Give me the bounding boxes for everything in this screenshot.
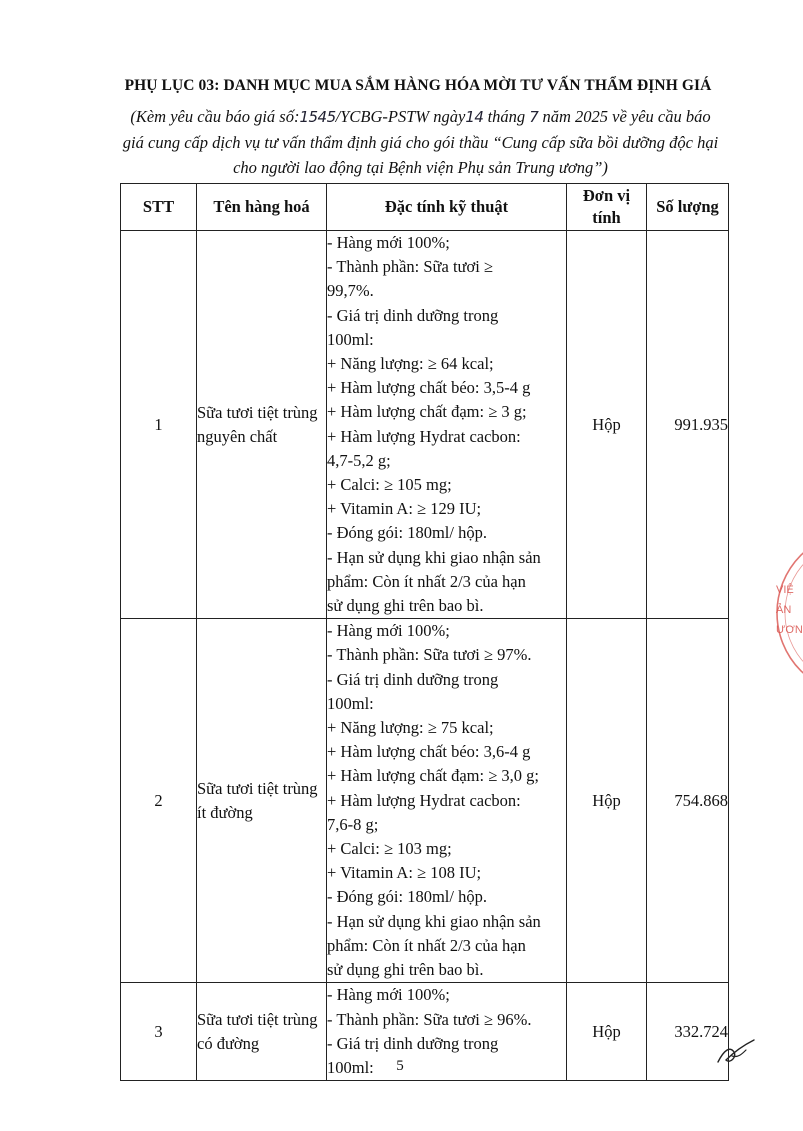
spec-line: - Đóng gói: 180ml/ hộp. <box>327 887 487 907</box>
table-row <box>121 619 729 983</box>
spec-line: + Hàm lượng chất béo: 3,6-4 g <box>327 742 531 762</box>
spec-line: 100ml: <box>327 1057 374 1077</box>
stamp-text-fragment: ƯƠN <box>776 624 803 636</box>
header-name: Tên hàng hoá <box>197 184 327 231</box>
stamp-text-fragment: ẢN <box>776 604 792 616</box>
cell-name: Sữa tươi tiệt trùng nguyên chất <box>197 231 327 619</box>
spec-line: + Năng lượng: ≥ 64 kcal; <box>327 354 494 374</box>
spec-line: + Calci: ≥ 103 mg; <box>327 839 452 859</box>
spec-line: sử dụng ghi trên bao bì. <box>327 596 484 616</box>
spec-line: phẩm: Còn ít nhất 2/3 của hạn <box>327 935 526 955</box>
spec-line: phẩm: Còn ít nhất 2/3 của hạn <box>327 571 526 591</box>
cell-qty: 754.868 <box>647 619 729 983</box>
header-spec: Đặc tính kỹ thuật <box>327 184 567 231</box>
subtitle-part-4: năm 2025 về yêu cầu báo giá cung cấp dịch vụ tư vấn thẩm định giá cho gói thầu “Cung cấp sữa bồi dưỡng độc hại cho người lao động tại Bệnh viện Phụ sản Trung ương”) <box>122 107 719 177</box>
cell-stt: 2 <box>121 619 197 983</box>
spec-line: 100ml: <box>327 329 374 349</box>
spec-line: + Hàm lượng Hydrat cacbon: <box>327 426 521 446</box>
spec-line: 99,7%. <box>327 281 374 301</box>
spec-line: sử dụng ghi trên bao bì. <box>327 960 484 980</box>
stamp-text-fragment: VIỆ <box>776 584 794 596</box>
spec-line: - Hàng mới 100%; <box>327 985 450 1005</box>
spec-line: + Hàm lượng chất đạm: ≥ 3 g; <box>327 402 527 422</box>
spec-line: + Năng lượng: ≥ 75 kcal; <box>327 718 494 738</box>
spec-line: - Hàng mới 100%; <box>327 233 450 252</box>
cell-name: Sữa tươi tiệt trùng ít đường <box>197 619 327 983</box>
cell-spec <box>327 619 567 983</box>
table-header-row <box>121 184 729 231</box>
cell-spec <box>327 231 567 619</box>
spec-line: - Thành phần: Sữa tươi ≥ <box>327 257 493 277</box>
subtitle-part-1: (Kèm yêu cầu báo giá số: <box>130 107 300 126</box>
cell-stt: 3 <box>121 983 197 1081</box>
page-number: 5 <box>396 1058 404 1074</box>
document-subtitle <box>118 104 723 180</box>
subtitle-part-2: /YCBG-PSTW ngày <box>335 107 466 126</box>
spec-line: + Hàm lượng Hydrat cacbon: <box>327 790 521 810</box>
spec-line: 100ml: <box>327 693 374 713</box>
handwritten-day: 14 <box>465 108 484 126</box>
spec-line: - Giá trị dinh dưỡng trong <box>327 305 499 325</box>
handwritten-month: 7 <box>529 108 539 126</box>
spec-line: - Hàng mới 100%; <box>327 621 450 641</box>
spec-line: - Giá trị dinh dưỡng trong <box>327 1033 499 1053</box>
cell-stt: 1 <box>121 231 197 619</box>
spec-line: + Hàm lượng chất đạm: ≥ 3,0 g; <box>327 766 539 786</box>
spec-line: + Hàm lượng chất béo: 3,5-4 g <box>327 378 531 398</box>
table-row <box>121 231 729 619</box>
spec-line: - Thành phần: Sữa tươi ≥ 96%. <box>327 1009 532 1029</box>
spec-line: + Vitamin A: ≥ 129 IU; <box>327 499 482 519</box>
cell-qty: 991.935 <box>647 231 729 619</box>
spec-line: + Vitamin A: ≥ 108 IU; <box>327 863 482 883</box>
handwritten-request-number: 1545 <box>299 108 336 126</box>
header-qty: Số lượng <box>647 184 729 231</box>
spec-line: - Hạn sử dụng khi giao nhận sản <box>327 547 541 567</box>
spec-line: - Giá trị dinh dưỡng trong <box>327 669 499 689</box>
cell-unit: Hộp <box>567 983 647 1081</box>
cell-name: Sữa tươi tiệt trùng có đường <box>197 983 327 1081</box>
spec-line: 7,6-8 g; <box>327 814 379 834</box>
cell-unit: Hộp <box>567 231 647 619</box>
red-seal-stamp <box>764 518 803 708</box>
subtitle-part-3: tháng <box>483 107 530 126</box>
cell-qty: 332.724 <box>647 983 729 1081</box>
header-stt: STT <box>121 184 197 231</box>
header-unit: Đơn vị tính <box>567 184 647 231</box>
cell-unit: Hộp <box>567 619 647 983</box>
document-heading: PHỤ LỤC 03: DANH MỤC MUA SẮM HÀNG HÓA MỜI TƯ VẤN THẨM ĐỊNH GIÁ <box>124 77 712 94</box>
spec-line: - Thành phần: Sữa tươi ≥ 97%. <box>327 645 532 665</box>
spec-line: + Calci: ≥ 105 mg; <box>327 475 452 495</box>
goods-catalog-table <box>120 183 729 1081</box>
spec-line: 4,7-5,2 g; <box>327 450 391 470</box>
spec-line: - Hạn sử dụng khi giao nhận sản <box>327 911 541 931</box>
spec-line: - Đóng gói: 180ml/ hộp. <box>327 523 487 543</box>
